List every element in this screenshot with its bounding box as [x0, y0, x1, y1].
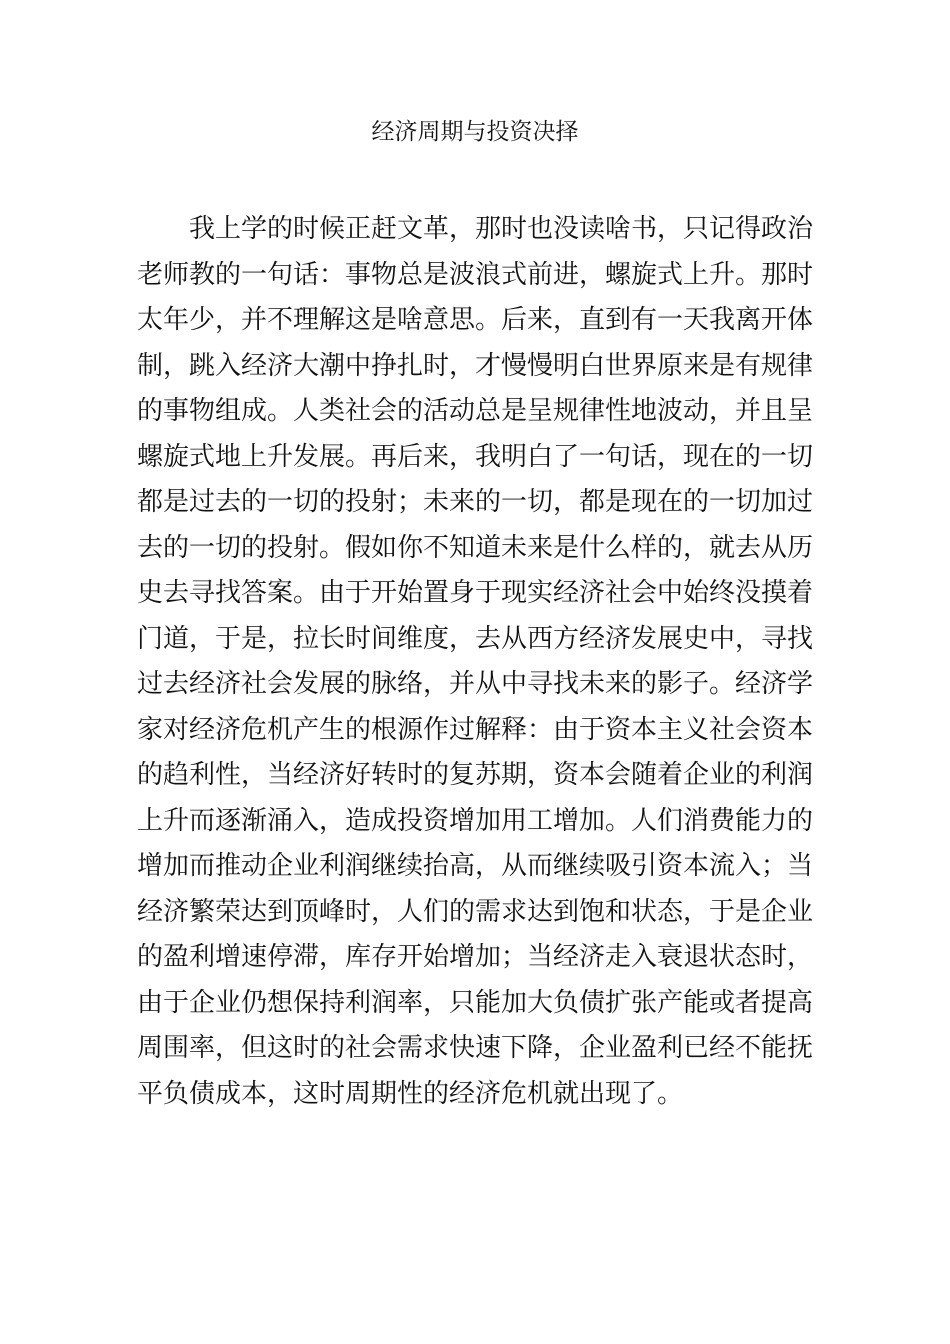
paragraph-line: 的趋利性，当经济好转时的复苏期，资本会随着企业的利润 [137, 760, 814, 790]
paragraph-line: 增加而推动企业利润继续抬高，从而继续吸引资本流入；当 [137, 851, 814, 881]
body-paragraph [137, 207, 825, 1117]
paragraph-line: 过去经济社会发展的脉络，并从中寻找未来的影子。经济学 [137, 669, 814, 699]
paragraph-line: 去的一切的投射。假如你不知道未来是什么样的，就去从历 [137, 532, 814, 563]
paragraph-line: 的事物组成。人类社会的活动总是呈规律性地波动，并且呈 [137, 396, 814, 426]
paragraph-line: 上升而逐渐涌入，造成投资增加用工增加。人们消费能力的 [137, 805, 814, 836]
paragraph-line: 家对经济危机产生的根源作过解释：由于资本主义社会资本 [137, 714, 814, 745]
paragraph-line: 制，跳入经济大潮中挣扎时，才慢慢明白世界原来是有规律 [137, 350, 814, 381]
paragraph-line: 史去寻找答案。由于开始置身于现实经济社会中始终没摸着 [137, 578, 814, 608]
paragraph-line: 老师教的一句话：事物总是波浪式前进，螺旋式上升。那时 [137, 259, 814, 290]
paragraph-line: 经济繁荣达到顶峰时，人们的需求达到饱和状态，于是企业 [137, 896, 814, 927]
paragraph-line: 由于企业仍想保持利润率，只能加大负债扩张产能或者提高 [137, 987, 814, 1018]
paragraph-line: 周围率，但这时的社会需求快速下降，企业盈利已经不能抚 [137, 1033, 814, 1063]
paragraph-line: 螺旋式地上升发展。再后来，我明白了一句话，现在的一切 [137, 441, 814, 472]
paragraph-line: 太年少，并不理解这是啥意思。后来，直到有一天我离开体 [137, 305, 814, 335]
paragraph-line: 平负债成本，这时周期性的经济危机就出现了。 [137, 1078, 684, 1109]
paragraph-line: 我上学的时候正赶文革，那时也没读啥书，只记得政治 [189, 214, 814, 244]
paragraph-line: 门道，于是，拉长时间维度，去从西方经济发展史中，寻找 [137, 623, 814, 654]
paragraph-line: 的盈利增速停滞，库存开始增加；当经济走入衰退状态时， [137, 942, 814, 972]
document-title: 经济周期与投资决择 [371, 119, 579, 145]
paragraph-line: 都是过去的一切的投射；未来的一切，都是现在的一切加过 [137, 487, 814, 517]
